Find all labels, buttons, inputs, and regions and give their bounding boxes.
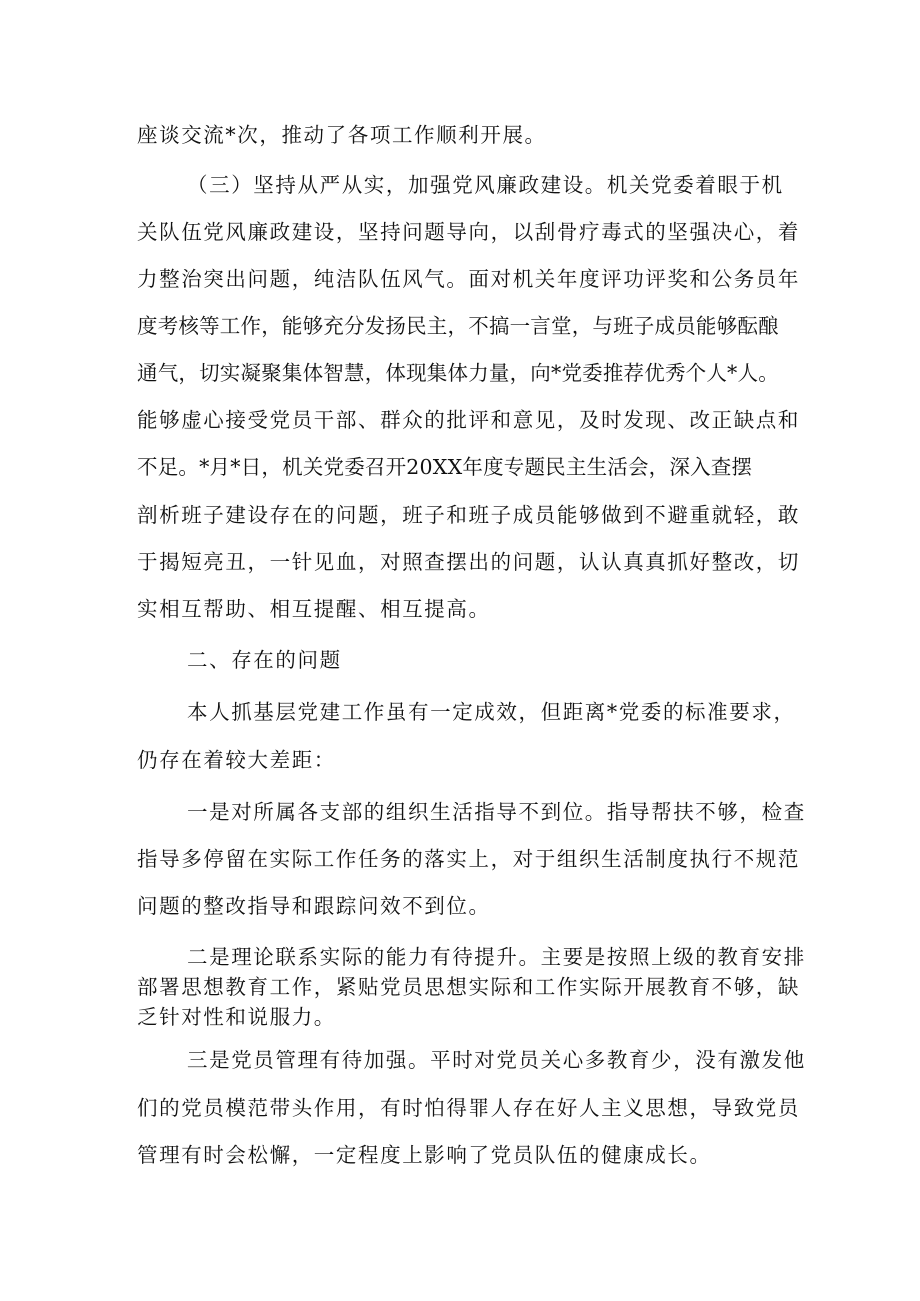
paragraph-line: 管理有时会松懈，一定程度上影响了党员队伍的健康成长。 [137,1143,712,1167]
paragraph-line: 实相互帮助、相互提醒、相互提高。 [137,597,491,621]
paragraph-line: 指导多停留在实际工作任务的落实上，对于组织生活制度执行不规范 [137,847,800,871]
paragraph-line: 座谈交流*次，推动了各项工作顺利开展。 [137,123,547,147]
paragraph-line: 一是对所属各支部的组织生活指导不到位。指导帮扶不够，检查 [187,800,806,824]
paragraph-line: 部署思想教育工作，紧贴党员思想实际和工作实际开展教育不够，缺 [137,975,800,999]
paragraph-line: 通气，切实凝聚集体智慧，体现集体力量，向*党委推荐优秀个人*人。 [137,361,779,385]
paragraph-line: 们的党员模范带头作用，有时怕得罪人存在好人主义思想，导致党员 [137,1096,800,1120]
paragraph-line: 剖析班子建设存在的问题，班子和班子成员能够做到不避重就轻，敢 [137,503,800,527]
paragraph-line: 于揭短亮丑，一针见血，对照查摆出的问题，认认真真抓好整改，切 [137,550,800,574]
paragraph-line: 问题的整改指导和跟踪问效不到位。 [137,894,491,918]
paragraph-line: 能够虚心接受党员干部、群众的批评和意见，及时发现、改正缺点和 [137,408,800,432]
section-heading-line: （三）坚持从严从实，加强党风廉政建设。机关党委着眼于机 [187,173,784,197]
paragraph-line: 不足。*月*日，机关党委召开20XX年度专题民主生活会，深入查摆 [137,455,753,479]
paragraph-line: 仍存在着较大差距： [137,748,336,772]
paragraph-line: 本人抓基层党建工作虽有一定成效，但距离*党委的标准要求， [187,700,796,724]
paragraph-line: 度考核等工作，能够充分发扬民主，不搞一言堂，与班子成员能够酝酿 [137,314,779,338]
paragraph-line: 二是理论联系实际的能力有待提升。主要是按照上级的教育安排 [187,945,806,969]
paragraph-line: 三是党员管理有待加强。平时对党员关心多教育少，没有激发他 [187,1048,806,1072]
section-heading: 二、存在的问题 [187,648,342,672]
paragraph-line: 力整治突出问题，纯洁队伍风气。面对机关年度评功评奖和公务员年 [137,267,800,291]
paragraph-line: 乏针对性和说服力。 [137,1005,336,1029]
paragraph-line: 关队伍党风廉政建设，坚持问题导向，以刮骨疗毒式的坚强决心，着 [137,220,800,244]
